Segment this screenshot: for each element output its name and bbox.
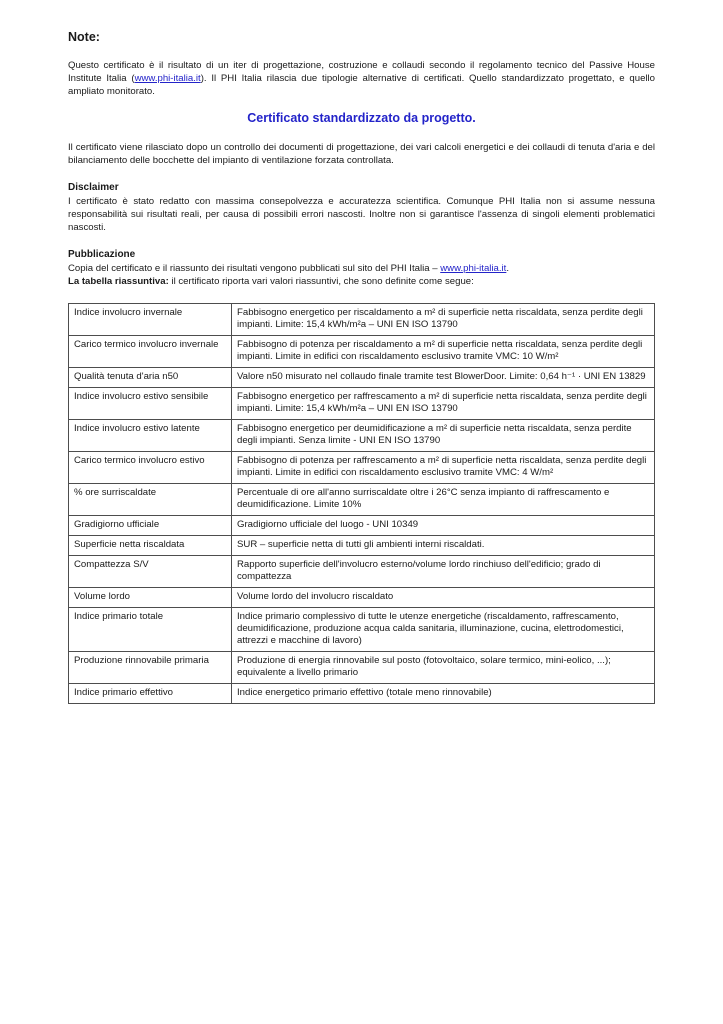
table-row (69, 420, 655, 452)
definition-cell: SUR – superficie netta di tutti gli ambienti interni riscaldati. (232, 536, 655, 556)
summary-table (68, 303, 655, 704)
definition-cell: Fabbisogno energetico per deumidificazione a m² di superficie netta riscaldata, senza perdite degli impianti. Senza limite - UNI EN ISO 13790 (232, 420, 655, 452)
term-cell: Superficie netta riscaldata (69, 536, 232, 556)
note-heading: Note: (68, 30, 100, 44)
intro-paragraph (68, 59, 655, 98)
term-cell: Indice involucro invernale (69, 304, 232, 336)
definition-cell: Valore n50 misurato nel collaudo finale tramite test BlowerDoor. Limite: 0,64 h⁻¹ · UNI EN 13829 (232, 368, 655, 388)
term-cell: Volume lordo (69, 588, 232, 608)
table-row (69, 304, 655, 336)
definition-cell: Fabbisogno di potenza per riscaldamento a m² di superficie netta riscaldata, senza perdite degli impianti. Limite in edifici con riscaldamento esclusivo tramite VMC: 10 W/m² (232, 336, 655, 368)
table-row (69, 652, 655, 684)
term-cell: Produzione rinnovabile primaria (69, 652, 232, 684)
term-cell: Indice involucro estivo sensibile (69, 388, 232, 420)
summary-table-intro-label: La tabella riassuntiva: (68, 276, 169, 287)
definition-cell: Indice primario complessivo di tutte le utenze energetiche (riscaldamento, raffrescamento, deumidificazione, produzione acqua calda sanitaria, illuminazione, cucina, elettrodomestici, attrezzi e macchine di lavoro) (232, 608, 655, 652)
table-row (69, 336, 655, 368)
definition-cell: Fabbisogno energetico per raffrescamento a m² di superficie netta riscaldata, senza perdite degli impianti. Limite: 15,4 kWh/m²a – UNI EN ISO 13790 (232, 388, 655, 420)
table-row (69, 368, 655, 388)
term-cell: Indice primario effettivo (69, 684, 232, 704)
term-cell: Compattezza S/V (69, 556, 232, 588)
intro-text-after-link: ). Il PHI Italia rilascia due tipologie alternative di certificati. Quello standardizzato progettato, e quello ampliato monitorato. (68, 73, 656, 97)
definition-cell: Fabbisogno energetico per riscaldamento a m² di superficie netta riscaldata, senza perdite degli impianti. Limite: 15,4 kWh/m²a – UNI EN ISO 13790 (232, 304, 655, 336)
term-cell: % ore surriscaldate (69, 484, 232, 516)
term-cell: Carico termico involucro estivo (69, 452, 232, 484)
term-cell: Gradigiorno ufficiale (69, 516, 232, 536)
table-row (69, 516, 655, 536)
table-row (69, 588, 655, 608)
table-row (69, 388, 655, 420)
definition-cell: Gradigiorno ufficiale del luogo - UNI 10349 (232, 516, 655, 536)
term-cell: Indice involucro estivo latente (69, 420, 232, 452)
table-row (69, 452, 655, 484)
term-cell: Indice primario totale (69, 608, 232, 652)
term-cell: Carico termico involucro invernale (69, 336, 232, 368)
disclaimer-heading: Disclaimer (68, 182, 119, 193)
phi-italia-link-publication[interactable]: www.phi-italia.it (440, 263, 507, 274)
definition-cell: Rapporto superficie dell'involucro esterno/volume lordo rinchiuso dell'edificio; grado di compattezza (232, 556, 655, 588)
publication-paragraph (68, 262, 655, 275)
summary-table-intro (68, 275, 655, 288)
definition-cell: Fabbisogno di potenza per raffrescamento a m² di superficie netta riscaldata, senza perdite degli impianti. Limite in edifici con riscaldamento esclusivo tramite VMC: 4 W/m² (232, 452, 655, 484)
definition-cell: Produzione di energia rinnovabile sul posto (fotovoltaico, solare termico, mini-eolico, ...); equivalente a livello primario (232, 652, 655, 684)
definition-cell: Volume lordo del involucro riscaldato (232, 588, 655, 608)
definition-cell: Percentuale di ore all'anno surriscaldate oltre i 26°C senza impianto di raffrescamento e deumidificazione. Limite 10% (232, 484, 655, 516)
document-title: Certificato standardizzato da progetto. (247, 111, 476, 125)
publication-heading: Pubblicazione (68, 249, 136, 260)
table-row (69, 484, 655, 516)
publication-text-before-link: Copia del certificato e il riassunto dei risultati vengono pubblicati sul sito del PHI Italia – (68, 263, 441, 274)
table-row (69, 684, 655, 704)
intro-text-before-link: Questo certificato è il risultato di un iter di progettazione, costruzione e collaudi secondo il regolamento tecnico del Passive House Institute Italia ( (68, 60, 655, 84)
table-row (69, 536, 655, 556)
summary-table-intro-text: il certificato riporta vari valori riassuntivi, che sono definite come segue: (168, 276, 474, 287)
phi-italia-link[interactable]: www.phi-italia.it (134, 73, 201, 84)
term-cell: Qualità tenuta d'aria n50 (69, 368, 232, 388)
table-row (69, 556, 655, 588)
certificate-paragraph: Il certificato viene rilasciato dopo un controllo dei documenti di progettazione, dei vari calcoli energetici e dei collaudi di tenuta d'aria e del bilanciamento delle bocchette del impianto di ventilazione forzata controllata. (68, 142, 655, 166)
definition-cell: Indice energetico primario effettivo (totale meno rinnovabile) (232, 684, 655, 704)
table-row (69, 608, 655, 652)
disclaimer-paragraph: I certificato è stato redatto con massima consepolvezza e accuratezza scientifica. Comunque PHI Italia non si assume nessuna responsabilità sui risultati reali, per causa di possibili errori nascosti. Inoltre non si garantisce l'assenza di singoli elementi problematici nascosti. (68, 196, 655, 233)
publication-text-after-link: . (506, 263, 510, 274)
